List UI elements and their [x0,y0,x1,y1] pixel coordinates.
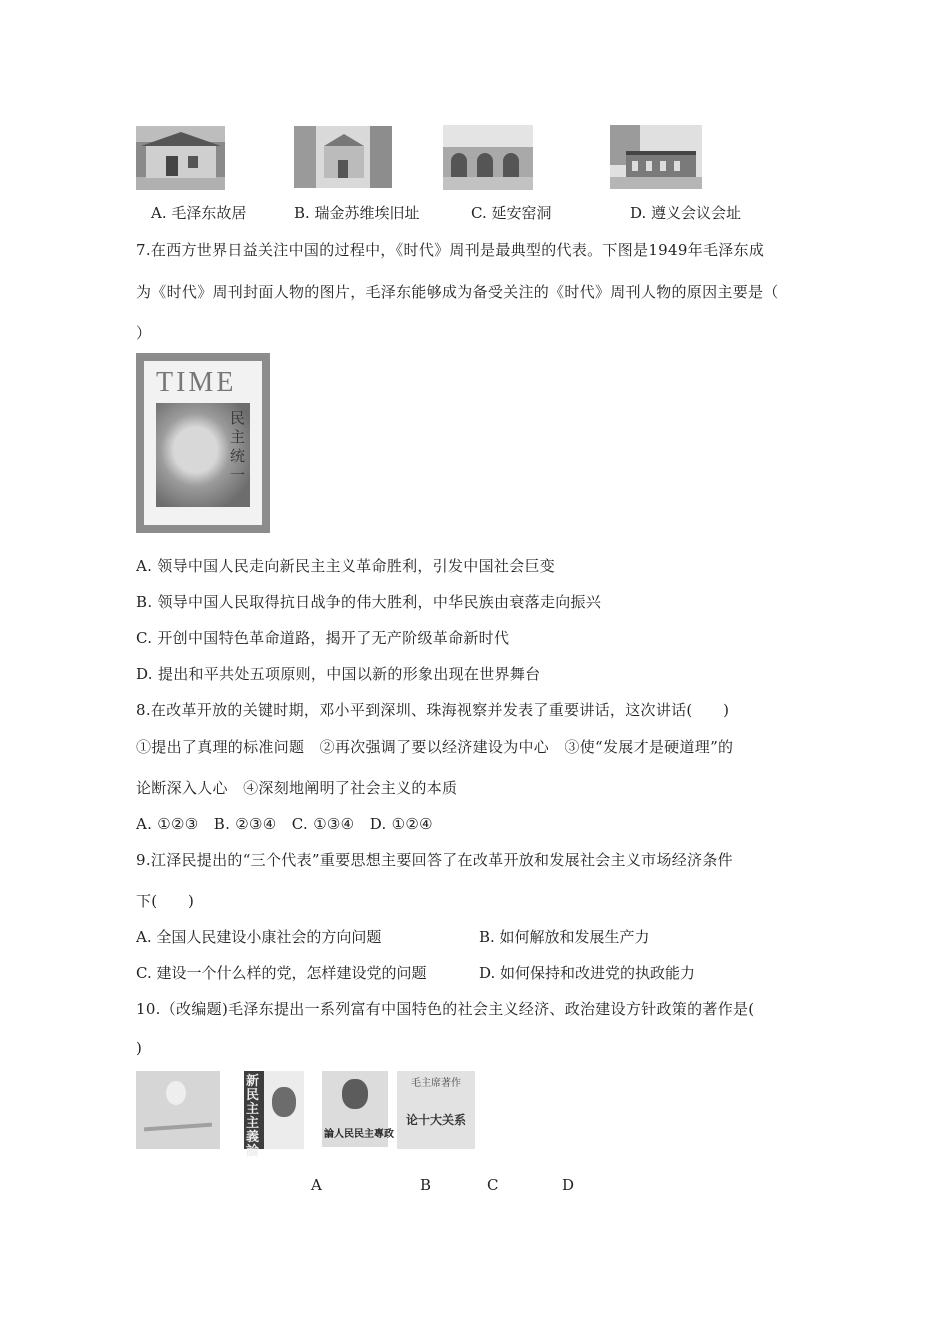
building-icon [294,126,392,188]
zunyi-conference-site-photo [610,125,702,189]
book-cover-a [136,1071,220,1149]
mao-profile-icon [166,1081,186,1105]
q7-option-a: A. 领导中国人民走向新民主主义革命胜利，引发中国社会巨变 [136,557,556,575]
q10-stem-line-1: 10.（改编题)毛泽东提出一系列富有中国特色的社会主义经济、政治建设方针政策的著作是( [136,1000,755,1018]
q7-stem-line-1: 7.在西方世界日益关注中国的过程中，《时代》周刊是最典型的代表。下图是1949年毛泽东成 [136,241,765,259]
q10-label-c: C [487,1176,499,1194]
q9-stem-line-1: 9.江泽民提出的“三个代表”重要思想主要回答了在改革开放和发展社会主义市场经济条件 [136,851,733,869]
book-d-header: 毛主席著作 [411,1078,461,1089]
time-masthead: TIME [156,367,237,398]
mao-portrait-small [342,1079,368,1109]
building-icon [610,125,702,189]
q9-option-a: A. 全国人民建设小康社会的方向问题 [136,928,382,946]
q6-option-c: C. 延安窑洞 [471,204,552,222]
book-cover-b [244,1071,304,1159]
book-b-title: 新民主主義論 [246,1074,260,1159]
book-c-title: 論人民民主專政 [324,1129,394,1140]
book-cover-d [397,1071,475,1149]
q7-option-b: B. 领导中国人民取得抗日战争的伟大胜利，中华民族由衰落走向振兴 [136,593,602,611]
q10-label-a: A [311,1176,322,1194]
q9-option-c: C. 建设一个什么样的党，怎样建设党的问题 [136,964,427,982]
cave-icon [443,125,533,190]
house-icon [136,126,225,190]
q10-stem-line-2: ) [136,1039,143,1057]
q10-label-d: D [562,1176,575,1194]
q7-stem-line-3: ） [136,324,152,342]
q9-option-b: B. 如何解放和发展生产力 [479,928,650,946]
q9-stem-line-2: 下( ) [136,892,195,910]
yanan-cave-dwelling-photo [443,125,533,190]
mao-former-residence-photo [136,126,225,190]
calligraphy-title [144,1123,212,1132]
q8-items-line-2: 论断深入人心 ④深刻地阐明了社会主义的本质 [136,779,458,797]
q7-option-c: C. 开创中国特色革命道路，揭开了无产阶级革命新时代 [136,629,510,647]
q6-option-a: A. 毛泽东故居 [151,204,247,222]
book-d-title: 论十大关系 [405,1113,466,1127]
book-cover-c [322,1071,394,1147]
q6-option-b: B. 瑞金苏维埃旧址 [294,204,420,222]
q8-options: A. ①②③ B. ②③④ C. ①③④ D. ①②④ [136,815,433,833]
cover-side-text: 民主统一 [230,409,246,484]
ruijin-soviet-site-photo [294,126,392,188]
q7-option-d: D. 提出和平共处五项原则，中国以新的形象出现在世界舞台 [136,665,541,683]
q8-stem: 8.在改革开放的关键时期，邓小平到深圳、珠海视察并发表了重要讲话，这次讲话( ) [136,701,730,719]
q7-stem-line-2: 为《时代》周刊封面人物的图片，毛泽东能够成为备受关注的《时代》周刊人物的原因主要是（ [136,283,779,301]
time-magazine-cover [136,353,270,533]
q8-items-line-1: ①提出了真理的标准问题 ②再次强调了要以经济建设为中心 ③使“发展才是硬道理”的 [136,738,734,756]
q6-option-d: D. 遵义会议会址 [630,204,742,222]
mao-portrait-small [272,1087,296,1117]
q9-option-d: D. 如何保持和改进党的执政能力 [479,964,696,982]
q10-label-b: B [420,1176,432,1194]
